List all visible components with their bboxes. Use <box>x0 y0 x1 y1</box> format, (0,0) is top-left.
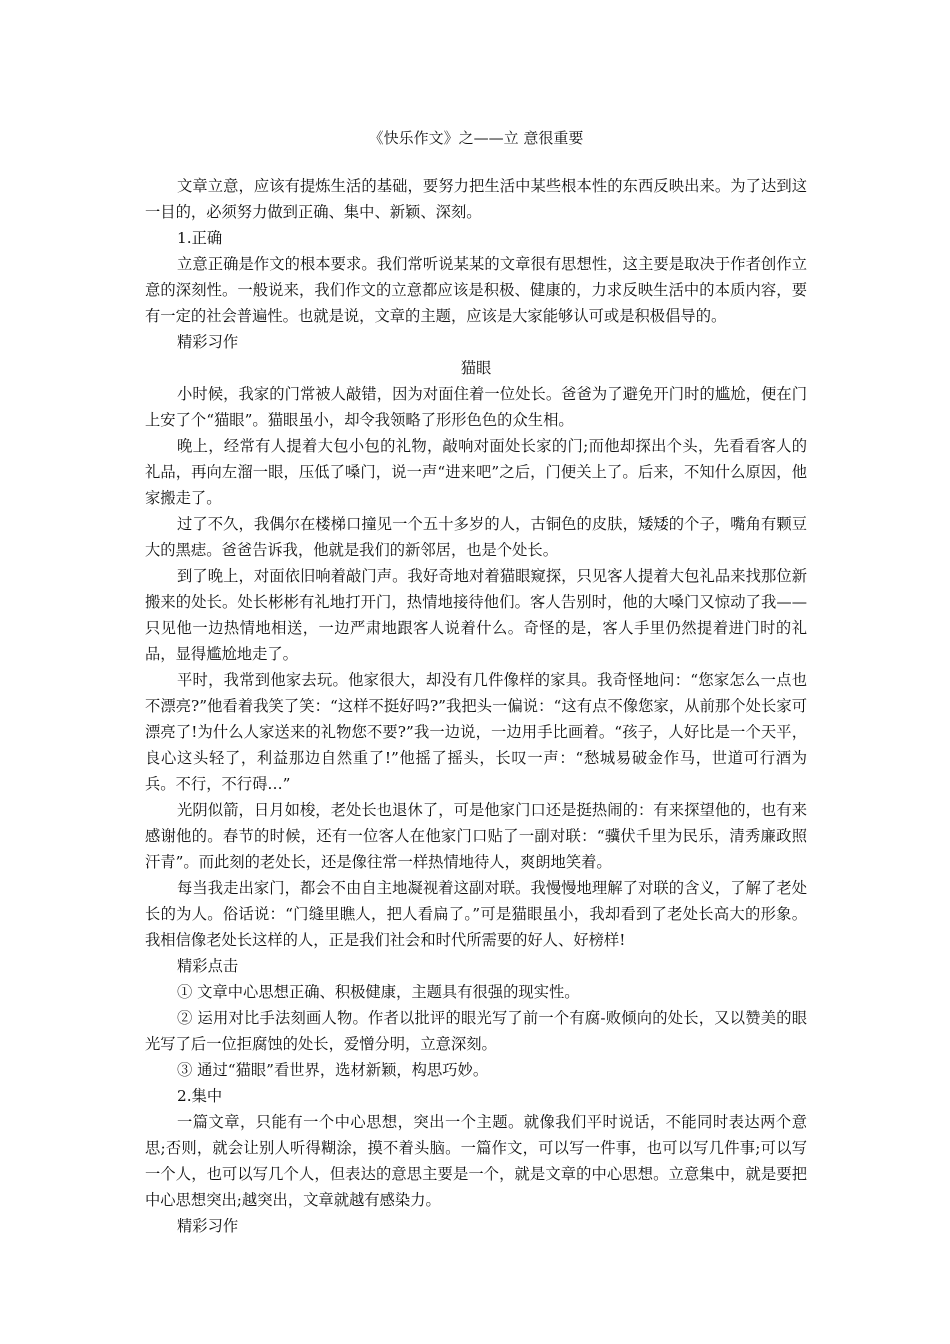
commentary-item: ② 运用对比手法刻画人物。作者以批评的眼光写了前一个有腐-败倾向的处长，又以赞美的眼光写了后一位拒腐蚀的处长，爱憎分明，立意深刻。 <box>145 1009 807 1053</box>
essay-title: 猫眼 <box>460 359 492 377</box>
document-body <box>145 173 807 1239</box>
sample-essay-label: 精彩习作 <box>177 333 239 351</box>
commentary-item: ① 文章中心思想正确、积极健康，主题具有很强的现实性。 <box>177 983 580 1001</box>
section-heading-correct: 1.正确 <box>177 229 223 247</box>
document-title: 《快乐作文》之——立 意很重要 <box>368 129 584 147</box>
essay-paragraph: 小时候，我家的门常被人敲错，因为对面住着一位处长。爸爸为了避免开门时的尴尬，便在门上安了个“猫眼”。猫眼虽小，却令我领略了形形色色的众生相。 <box>145 385 807 429</box>
essay-paragraph: 平时，我常到他家去玩。他家很大，却没有几件像样的家具。我奇怪地问：“您家怎么一点也不漂亮?”他看着我笑了笑：“这样不挺好吗?”我把头一偏说：“这有点不像您家，从前那个处长家可漂亮了!为什么人家送来的礼物您不要?”我一边说，一边用手比画着。“孩子，人好比是一个天平，良心这头轻了，利益那边自然重了!”他摇了摇头，长叹一声：“愁城易破金作马，世道可行酒为兵。不行，不行碍…” <box>145 671 807 793</box>
essay-paragraph: 到了晚上，对面依旧响着敲门声。我好奇地对着猫眼窥探，只见客人提着大包礼品来找那位新搬来的处长。处长彬彬有礼地打开门，热情地接待他们。客人告别时，他的大嗓门又惊动了我——只见他一边热情地相送，一边严肃地跟客人说着什么。奇怪的是，客人手里仍然提着进门时的礼品，显得尴尬地走了。 <box>145 567 807 663</box>
intro-paragraph: 文章立意，应该有提炼生活的基础，要努力把生活中某些根本性的东西反映出来。为了达到这一目的，必须努力做到正确、集中、新颖、深刻。 <box>145 177 807 221</box>
section-heading-focused: 2.集中 <box>177 1087 223 1105</box>
commentary-label: 精彩点击 <box>177 957 239 975</box>
essay-paragraph: 光阴似箭，日月如梭，老处长也退休了，可是他家门口还是挺热闹的：有来探望他的，也有来感谢他的。春节的时候，还有一位客人在他家门口贴了一副对联：“骥伏千里为民乐，清秀廉政照汗青”。而此刻的老处长，还是像往常一样热情地待人，爽朗地笑着。 <box>145 801 807 871</box>
essay-paragraph: 过了不久，我偶尔在楼梯口撞见一个五十多岁的人，古铜色的皮肤，矮矮的个子，嘴角有颗豆大的黑痣。爸爸告诉我，他就是我们的新邻居，也是个处长。 <box>145 515 807 559</box>
correct-explanation-paragraph: 立意正确是作文的根本要求。我们常听说某某的文章很有思想性，这主要是取决于作者创作立意的深刻性。一般说来，我们作文的立意都应该是积极、健康的，力求反映生活中的本质内容，要有一定的社会普遍性。也就是说，文章的主题，应该是大家能够认可或是积极倡导的。 <box>145 255 807 325</box>
commentary-item: ③ 通过“猫眼”看世界，选材新颖，构思巧妙。 <box>177 1061 489 1079</box>
focused-explanation-paragraph: 一篇文章，只能有一个中心思想，突出一个主题。就像我们平时说话，不能同时表达两个意思;否则，就会让别人听得糊涂，摸不着头脑。一篇作文，可以写一件事，也可以写几件事;可以写一个人，也可以写几个人，但表达的意思主要是一个，就是文章的中心思想。立意集中，就是要把中心思想突出;越突出，文章就越有感染力。 <box>145 1113 807 1209</box>
essay-paragraph: 每当我走出家门，都会不由自主地凝视着这副对联。我慢慢地理解了对联的含义，了解了老处长的为人。俗话说：“门缝里瞧人，把人看扁了。”可是猫眼虽小，我却看到了老处长高大的形象。我相信像老处长这样的人，正是我们社会和时代所需要的好人、好榜样! <box>145 879 807 949</box>
sample-essay-label: 精彩习作 <box>177 1217 239 1235</box>
essay-paragraph: 晚上，经常有人提着大包小包的礼物，敲响对面处长家的门;而他却探出个头，先看看客人的礼品，再向左溜一眼，压低了嗓门，说一声“进来吧”之后，门便关上了。后来，不知什么原因，他家搬走了。 <box>145 437 807 507</box>
